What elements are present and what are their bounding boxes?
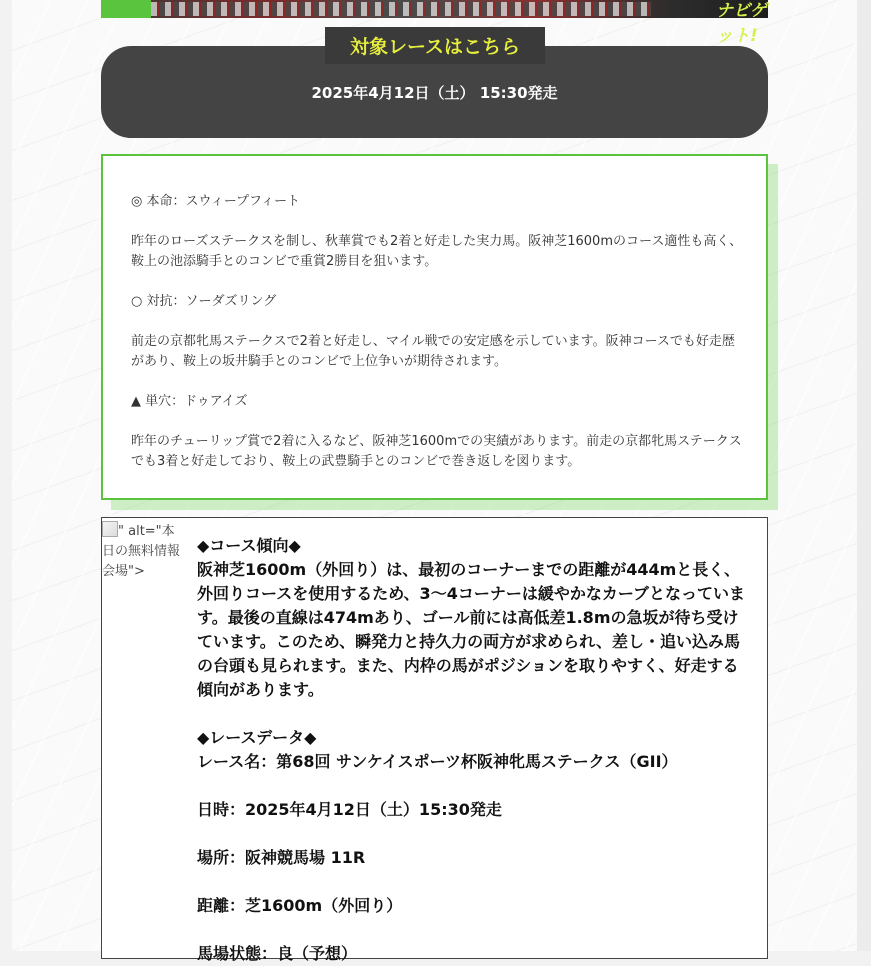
pick-main-desc: 昨年のローズステークスを制し、秋華賞でも2着と好走した実力馬。阪神芝1600mのコース適性も高く、鞍上の池添騎手とのコンビで重賞2勝目を狙います。: [131, 234, 743, 269]
picks-panel: [101, 154, 768, 500]
broken-image-alt-text: " alt="本日の無料情報会場">: [102, 524, 181, 579]
pick-rival-title: ○ 対抗：ソーダズリング: [131, 294, 277, 309]
picks-list: [131, 192, 743, 472]
pick-main-title: ◎ 本命：スウィープフィート: [131, 194, 301, 209]
pick-dark-horse-desc: 昨年のチューリップ賞で2着に入るなど、阪神芝1600mでの実績があります。前走の京都牝馬ステークスでも3着と好走しており、鞍上の武豊騎手とのコンビで巻き返しを図ります。: [131, 434, 742, 469]
race-distance: 距離：芝1600m（外回り）: [197, 896, 403, 915]
track-condition: 馬場状態：良（予想）: [197, 944, 358, 963]
page-edge: [857, 0, 871, 951]
race-venue: 場所：阪神競馬場 11R: [197, 848, 366, 867]
course-heading: ◆コース傾向◆: [197, 536, 301, 555]
header-banner[interactable]: [101, 0, 768, 46]
broken-image[interactable]: [102, 521, 182, 582]
course-description: 阪神芝1600m（外回り）は、最初のコーナーまでの距離が444mと長く、外回りコースを使用するため、3～4コーナーは緩やかなカーブとなっています。最後の直線は474mあり、ゴール前には高低差1.8mの急坂が待ち受けています。このため、瞬発力と持久力の両方が求められ、差し・追い込み馬の台頭も見られます。また、内枠の馬がポジションを取りやすく、好走する傾向があります。: [197, 560, 746, 699]
pick-dark-horse-title: ▲ 単穴：ドゥアイズ: [131, 394, 248, 409]
race-name: レース名：第68回 サンケイスポーツ杯阪神牝馬ステークス（GII）: [197, 752, 678, 771]
pick-rival-desc: 前走の京都牝馬ステークスで2着と好走し、マイル戦での安定感を示しています。阪神コースでも好走歴があり、鞍上の坂井騎手とのコンビで上位争いが期待されます。: [131, 334, 735, 369]
banner-artwork: [151, 2, 651, 16]
banner-logo: ナビゲット!: [716, 1, 767, 46]
race-date: 日時：2025年4月12日（土）15:30発走: [197, 800, 502, 819]
race-info-panel: [101, 517, 768, 963]
broken-image-icon: [102, 521, 118, 537]
target-race-label: 対象レースはこちら: [325, 27, 545, 64]
banner-green-strip: [101, 0, 151, 18]
race-info-text: [197, 534, 752, 966]
race-datetime: 2025年4月12日（土） 15:30発走: [311, 84, 558, 102]
race-data-heading: ◆レースデータ◆: [197, 728, 317, 747]
